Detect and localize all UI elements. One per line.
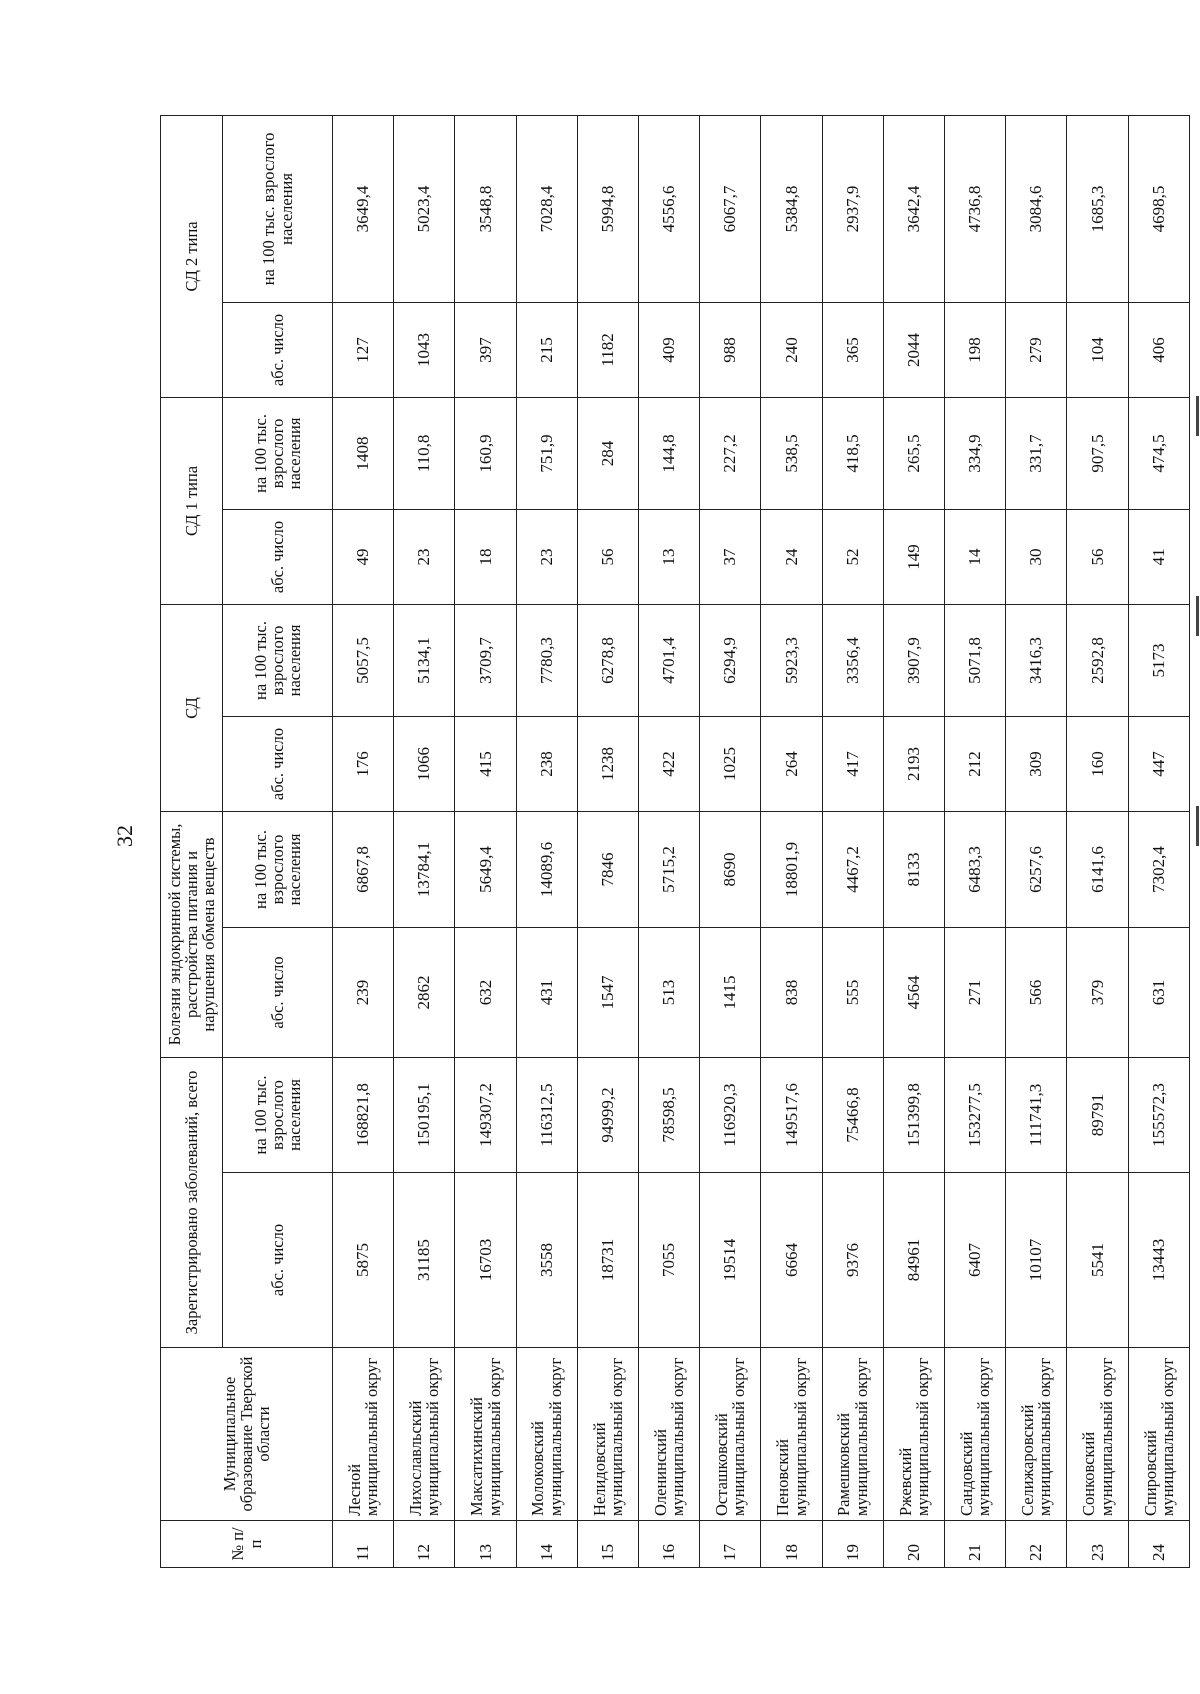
rotated-table-wrapper <box>160 116 1190 1568</box>
reg-rate-cell: 149517,6 <box>761 1057 822 1172</box>
sd-abs-cell: 176 <box>333 716 394 811</box>
sd-abs-cell: 238 <box>516 716 577 811</box>
reg-rate-cell: 153277,5 <box>945 1057 1006 1172</box>
reg-abs-cell: 19514 <box>700 1173 761 1348</box>
table-row <box>455 115 516 1567</box>
row-number: 21 <box>945 1521 1006 1568</box>
endo-rate-cell: 18801,9 <box>761 811 822 927</box>
row-number: 19 <box>822 1521 883 1568</box>
row-number: 17 <box>700 1521 761 1568</box>
sd1-rate-cell: 418,5 <box>822 397 883 509</box>
endo-abs-cell: 239 <box>333 927 394 1057</box>
sd2-rate-cell: 3548,8 <box>455 115 516 302</box>
header-sd1-abs: абс. число <box>223 509 333 604</box>
row-number: 22 <box>1006 1521 1067 1568</box>
endo-abs-cell: 271 <box>945 927 1006 1057</box>
endo-rate-cell: 6867,8 <box>333 811 394 927</box>
sd-abs-cell: 1238 <box>577 716 638 811</box>
reg-abs-cell: 3558 <box>516 1173 577 1348</box>
sd-abs-cell: 1025 <box>700 716 761 811</box>
scan-edge-mark <box>1196 806 1199 846</box>
table-row <box>700 115 761 1567</box>
sd1-abs-cell: 23 <box>394 509 455 604</box>
sd-abs-cell: 415 <box>455 716 516 811</box>
sd-rate-cell: 6294,9 <box>700 604 761 716</box>
sd2-rate-cell: 6067,7 <box>700 115 761 302</box>
sd-rate-cell: 4701,4 <box>639 604 700 716</box>
sd2-rate-cell: 5023,4 <box>394 115 455 302</box>
scan-edge-mark <box>1196 396 1199 436</box>
sd2-rate-cell: 3642,4 <box>883 115 944 302</box>
sd2-abs-cell: 365 <box>822 302 883 397</box>
endo-abs-cell: 513 <box>639 927 700 1057</box>
reg-rate-cell: 150195,1 <box>394 1057 455 1172</box>
table-row <box>516 115 577 1567</box>
sd-rate-cell: 2592,8 <box>1067 604 1128 716</box>
sd1-abs-cell: 30 <box>1006 509 1067 604</box>
sd1-rate-cell: 160,9 <box>455 397 516 509</box>
header-sd2-rate: на 100 тыс. взрослого населения <box>223 115 333 302</box>
sd1-rate-cell: 538,5 <box>761 397 822 509</box>
table-row <box>761 115 822 1567</box>
municipality-name: Сонковский муниципальный округ <box>1067 1348 1128 1521</box>
sd1-abs-cell: 56 <box>577 509 638 604</box>
header-sd1-rate: на 100 тыс. взрослого населения <box>223 397 333 509</box>
sd1-abs-cell: 56 <box>1067 509 1128 604</box>
sd1-abs-cell: 18 <box>455 509 516 604</box>
endo-abs-cell: 631 <box>1128 927 1189 1057</box>
sd2-abs-cell: 104 <box>1067 302 1128 397</box>
sd2-rate-cell: 4736,8 <box>945 115 1006 302</box>
reg-abs-cell: 5875 <box>333 1173 394 1348</box>
municipality-name: Пеновский муниципальный округ <box>761 1348 822 1521</box>
header-endocrine: Болезни эндокринной системы, расстройства питания и нарушения обмена веществ <box>161 811 223 1057</box>
sd1-abs-cell: 149 <box>883 509 944 604</box>
sd-rate-cell: 5057,5 <box>333 604 394 716</box>
table-row <box>945 115 1006 1567</box>
header-reg-rate: на 100 тыс. взрослого населения <box>223 1057 333 1172</box>
sd1-rate-cell: 1408 <box>333 397 394 509</box>
sd1-abs-cell: 13 <box>639 509 700 604</box>
reg-rate-cell: 116920,3 <box>700 1057 761 1172</box>
municipality-name: Лесной муниципальный округ <box>333 1348 394 1521</box>
sd1-rate-cell: 265,5 <box>883 397 944 509</box>
sd-abs-cell: 2193 <box>883 716 944 811</box>
sd-abs-cell: 422 <box>639 716 700 811</box>
sd-rate-cell: 6278,8 <box>577 604 638 716</box>
sd-rate-cell: 3416,3 <box>1006 604 1067 716</box>
municipality-name: Оленинский муниципальный округ <box>639 1348 700 1521</box>
reg-rate-cell: 155572,3 <box>1128 1057 1189 1172</box>
sd2-abs-cell: 406 <box>1128 302 1189 397</box>
table-row <box>883 115 944 1567</box>
sd2-rate-cell: 5994,8 <box>577 115 638 302</box>
reg-rate-cell: 168821,8 <box>333 1057 394 1172</box>
row-number: 13 <box>455 1521 516 1568</box>
sd1-abs-cell: 14 <box>945 509 1006 604</box>
sd1-rate-cell: 110,8 <box>394 397 455 509</box>
municipality-name: Ржевский муниципальный округ <box>883 1348 944 1521</box>
sd1-abs-cell: 23 <box>516 509 577 604</box>
reg-abs-cell: 6407 <box>945 1173 1006 1348</box>
header-number: № п/п <box>161 1521 333 1568</box>
reg-rate-cell: 149307,2 <box>455 1057 516 1172</box>
sd1-abs-cell: 49 <box>333 509 394 604</box>
row-number: 15 <box>577 1521 638 1568</box>
endo-rate-cell: 6257,6 <box>1006 811 1067 927</box>
reg-abs-cell: 10107 <box>1006 1173 1067 1348</box>
sd2-rate-cell: 5384,8 <box>761 115 822 302</box>
sd2-abs-cell: 988 <box>700 302 761 397</box>
table-row <box>639 115 700 1567</box>
reg-abs-cell: 16703 <box>455 1173 516 1348</box>
endo-abs-cell: 431 <box>516 927 577 1057</box>
sd-rate-cell: 5071,8 <box>945 604 1006 716</box>
endo-abs-cell: 4564 <box>883 927 944 1057</box>
municipality-name: Нелидовский муниципальный округ <box>577 1348 638 1521</box>
reg-abs-cell: 9376 <box>822 1173 883 1348</box>
table-row <box>822 115 883 1567</box>
morbidity-table <box>160 115 1190 1568</box>
row-number: 14 <box>516 1521 577 1568</box>
sd-rate-cell: 5923,3 <box>761 604 822 716</box>
municipality-name: Лихославльский муниципальный округ <box>394 1348 455 1521</box>
endo-rate-cell: 6483,3 <box>945 811 1006 927</box>
reg-rate-cell: 78598,5 <box>639 1057 700 1172</box>
row-number: 20 <box>883 1521 944 1568</box>
row-number: 16 <box>639 1521 700 1568</box>
sd-rate-cell: 3907,9 <box>883 604 944 716</box>
endo-abs-cell: 379 <box>1067 927 1128 1057</box>
row-number: 11 <box>333 1521 394 1568</box>
sd-rate-cell: 3709,7 <box>455 604 516 716</box>
sd2-abs-cell: 279 <box>1006 302 1067 397</box>
header-sd-rate: на 100 тыс. взрослого населения <box>223 604 333 716</box>
endo-abs-cell: 1415 <box>700 927 761 1057</box>
reg-rate-cell: 75466,8 <box>822 1057 883 1172</box>
municipality-name: Спировский муниципальный округ <box>1128 1348 1189 1521</box>
sd1-abs-cell: 24 <box>761 509 822 604</box>
reg-abs-cell: 31185 <box>394 1173 455 1348</box>
municipality-name: Молоковский муниципальный округ <box>516 1348 577 1521</box>
sd2-rate-cell: 3084,6 <box>1006 115 1067 302</box>
row-number: 24 <box>1128 1521 1189 1568</box>
table-row <box>394 115 455 1567</box>
sd-abs-cell: 1066 <box>394 716 455 811</box>
reg-abs-cell: 7055 <box>639 1173 700 1348</box>
endo-rate-cell: 5649,4 <box>455 811 516 927</box>
reg-abs-cell: 6664 <box>761 1173 822 1348</box>
sd2-abs-cell: 1043 <box>394 302 455 397</box>
municipality-name: Рамешковский муниципальный округ <box>822 1348 883 1521</box>
table-row <box>1128 115 1189 1567</box>
sd-abs-cell: 309 <box>1006 716 1067 811</box>
sd1-rate-cell: 284 <box>577 397 638 509</box>
endo-abs-cell: 566 <box>1006 927 1067 1057</box>
reg-rate-cell: 94999,2 <box>577 1057 638 1172</box>
sd1-rate-cell: 751,9 <box>516 397 577 509</box>
sd1-abs-cell: 37 <box>700 509 761 604</box>
table-row <box>1006 115 1067 1567</box>
sd-abs-cell: 160 <box>1067 716 1128 811</box>
municipality-name: Максатихинский муниципальный округ <box>455 1348 516 1521</box>
sd2-rate-cell: 2937,9 <box>822 115 883 302</box>
reg-abs-cell: 18731 <box>577 1173 638 1348</box>
reg-rate-cell: 151399,8 <box>883 1057 944 1172</box>
endo-rate-cell: 4467,2 <box>822 811 883 927</box>
sd2-abs-cell: 1182 <box>577 302 638 397</box>
sd2-rate-cell: 4556,6 <box>639 115 700 302</box>
reg-abs-cell: 84961 <box>883 1173 944 1348</box>
header-sd: СД <box>161 604 223 811</box>
sd1-rate-cell: 144,8 <box>639 397 700 509</box>
sd-abs-cell: 447 <box>1128 716 1189 811</box>
endo-rate-cell: 7846 <box>577 811 638 927</box>
endo-rate-cell: 8133 <box>883 811 944 927</box>
municipality-name: Сандовский муниципальный округ <box>945 1348 1006 1521</box>
reg-rate-cell: 111741,3 <box>1006 1057 1067 1172</box>
header-endo-abs: абс. число <box>223 927 333 1057</box>
sd-abs-cell: 264 <box>761 716 822 811</box>
page-number: 32 <box>112 825 137 847</box>
endo-abs-cell: 555 <box>822 927 883 1057</box>
reg-rate-cell: 89791 <box>1067 1057 1128 1172</box>
header-reg-abs: абс. число <box>223 1173 333 1348</box>
reg-abs-cell: 13443 <box>1128 1173 1189 1348</box>
sd-rate-cell: 7780,3 <box>516 604 577 716</box>
sd-rate-cell: 5134,1 <box>394 604 455 716</box>
table-row <box>333 115 394 1567</box>
sd2-rate-cell: 3649,4 <box>333 115 394 302</box>
sd1-abs-cell: 41 <box>1128 509 1189 604</box>
sd2-abs-cell: 240 <box>761 302 822 397</box>
sd1-rate-cell: 331,7 <box>1006 397 1067 509</box>
sd2-rate-cell: 4698,5 <box>1128 115 1189 302</box>
sd2-abs-cell: 215 <box>516 302 577 397</box>
row-number: 18 <box>761 1521 822 1568</box>
endo-abs-cell: 632 <box>455 927 516 1057</box>
sd2-abs-cell: 2044 <box>883 302 944 397</box>
endo-abs-cell: 838 <box>761 927 822 1057</box>
sd1-abs-cell: 52 <box>822 509 883 604</box>
reg-abs-cell: 5541 <box>1067 1173 1128 1348</box>
sd-abs-cell: 212 <box>945 716 1006 811</box>
endo-rate-cell: 6141,6 <box>1067 811 1128 927</box>
header-sd1: СД 1 типа <box>161 397 223 604</box>
sd-abs-cell: 417 <box>822 716 883 811</box>
table-row <box>577 115 638 1567</box>
endo-rate-cell: 7302,4 <box>1128 811 1189 927</box>
row-number: 12 <box>394 1521 455 1568</box>
header-sd-abs: абс. число <box>223 716 333 811</box>
header-sd2: СД 2 типа <box>161 115 223 397</box>
header-sd2-abs: абс. число <box>223 302 333 397</box>
sd1-rate-cell: 334,9 <box>945 397 1006 509</box>
sd2-abs-cell: 198 <box>945 302 1006 397</box>
endo-abs-cell: 2862 <box>394 927 455 1057</box>
sd2-abs-cell: 397 <box>455 302 516 397</box>
municipality-name: Селижаровский муниципальный округ <box>1006 1348 1067 1521</box>
table-row <box>1067 115 1128 1567</box>
endo-rate-cell: 8690 <box>700 811 761 927</box>
sd1-rate-cell: 227,2 <box>700 397 761 509</box>
endo-rate-cell: 5715,2 <box>639 811 700 927</box>
scan-edge-mark <box>1196 596 1199 636</box>
sd-rate-cell: 5173 <box>1128 604 1189 716</box>
header-municipality: Муниципальное образование Тверской области <box>161 1348 333 1521</box>
header-endo-rate: на 100 тыс. взрослого населения <box>223 811 333 927</box>
endo-abs-cell: 1547 <box>577 927 638 1057</box>
endo-rate-cell: 13784,1 <box>394 811 455 927</box>
reg-rate-cell: 116312,5 <box>516 1057 577 1172</box>
endo-rate-cell: 14089,6 <box>516 811 577 927</box>
sd2-rate-cell: 7028,4 <box>516 115 577 302</box>
sd2-abs-cell: 409 <box>639 302 700 397</box>
row-number: 23 <box>1067 1521 1128 1568</box>
sd2-rate-cell: 1685,3 <box>1067 115 1128 302</box>
sd1-rate-cell: 907,5 <box>1067 397 1128 509</box>
sd1-rate-cell: 474,5 <box>1128 397 1189 509</box>
header-registered: Зарегистрировано заболеваний, всего <box>161 1057 223 1347</box>
municipality-name: Осташковский муниципальный округ <box>700 1348 761 1521</box>
sd-rate-cell: 3356,4 <box>822 604 883 716</box>
sd2-abs-cell: 127 <box>333 302 394 397</box>
